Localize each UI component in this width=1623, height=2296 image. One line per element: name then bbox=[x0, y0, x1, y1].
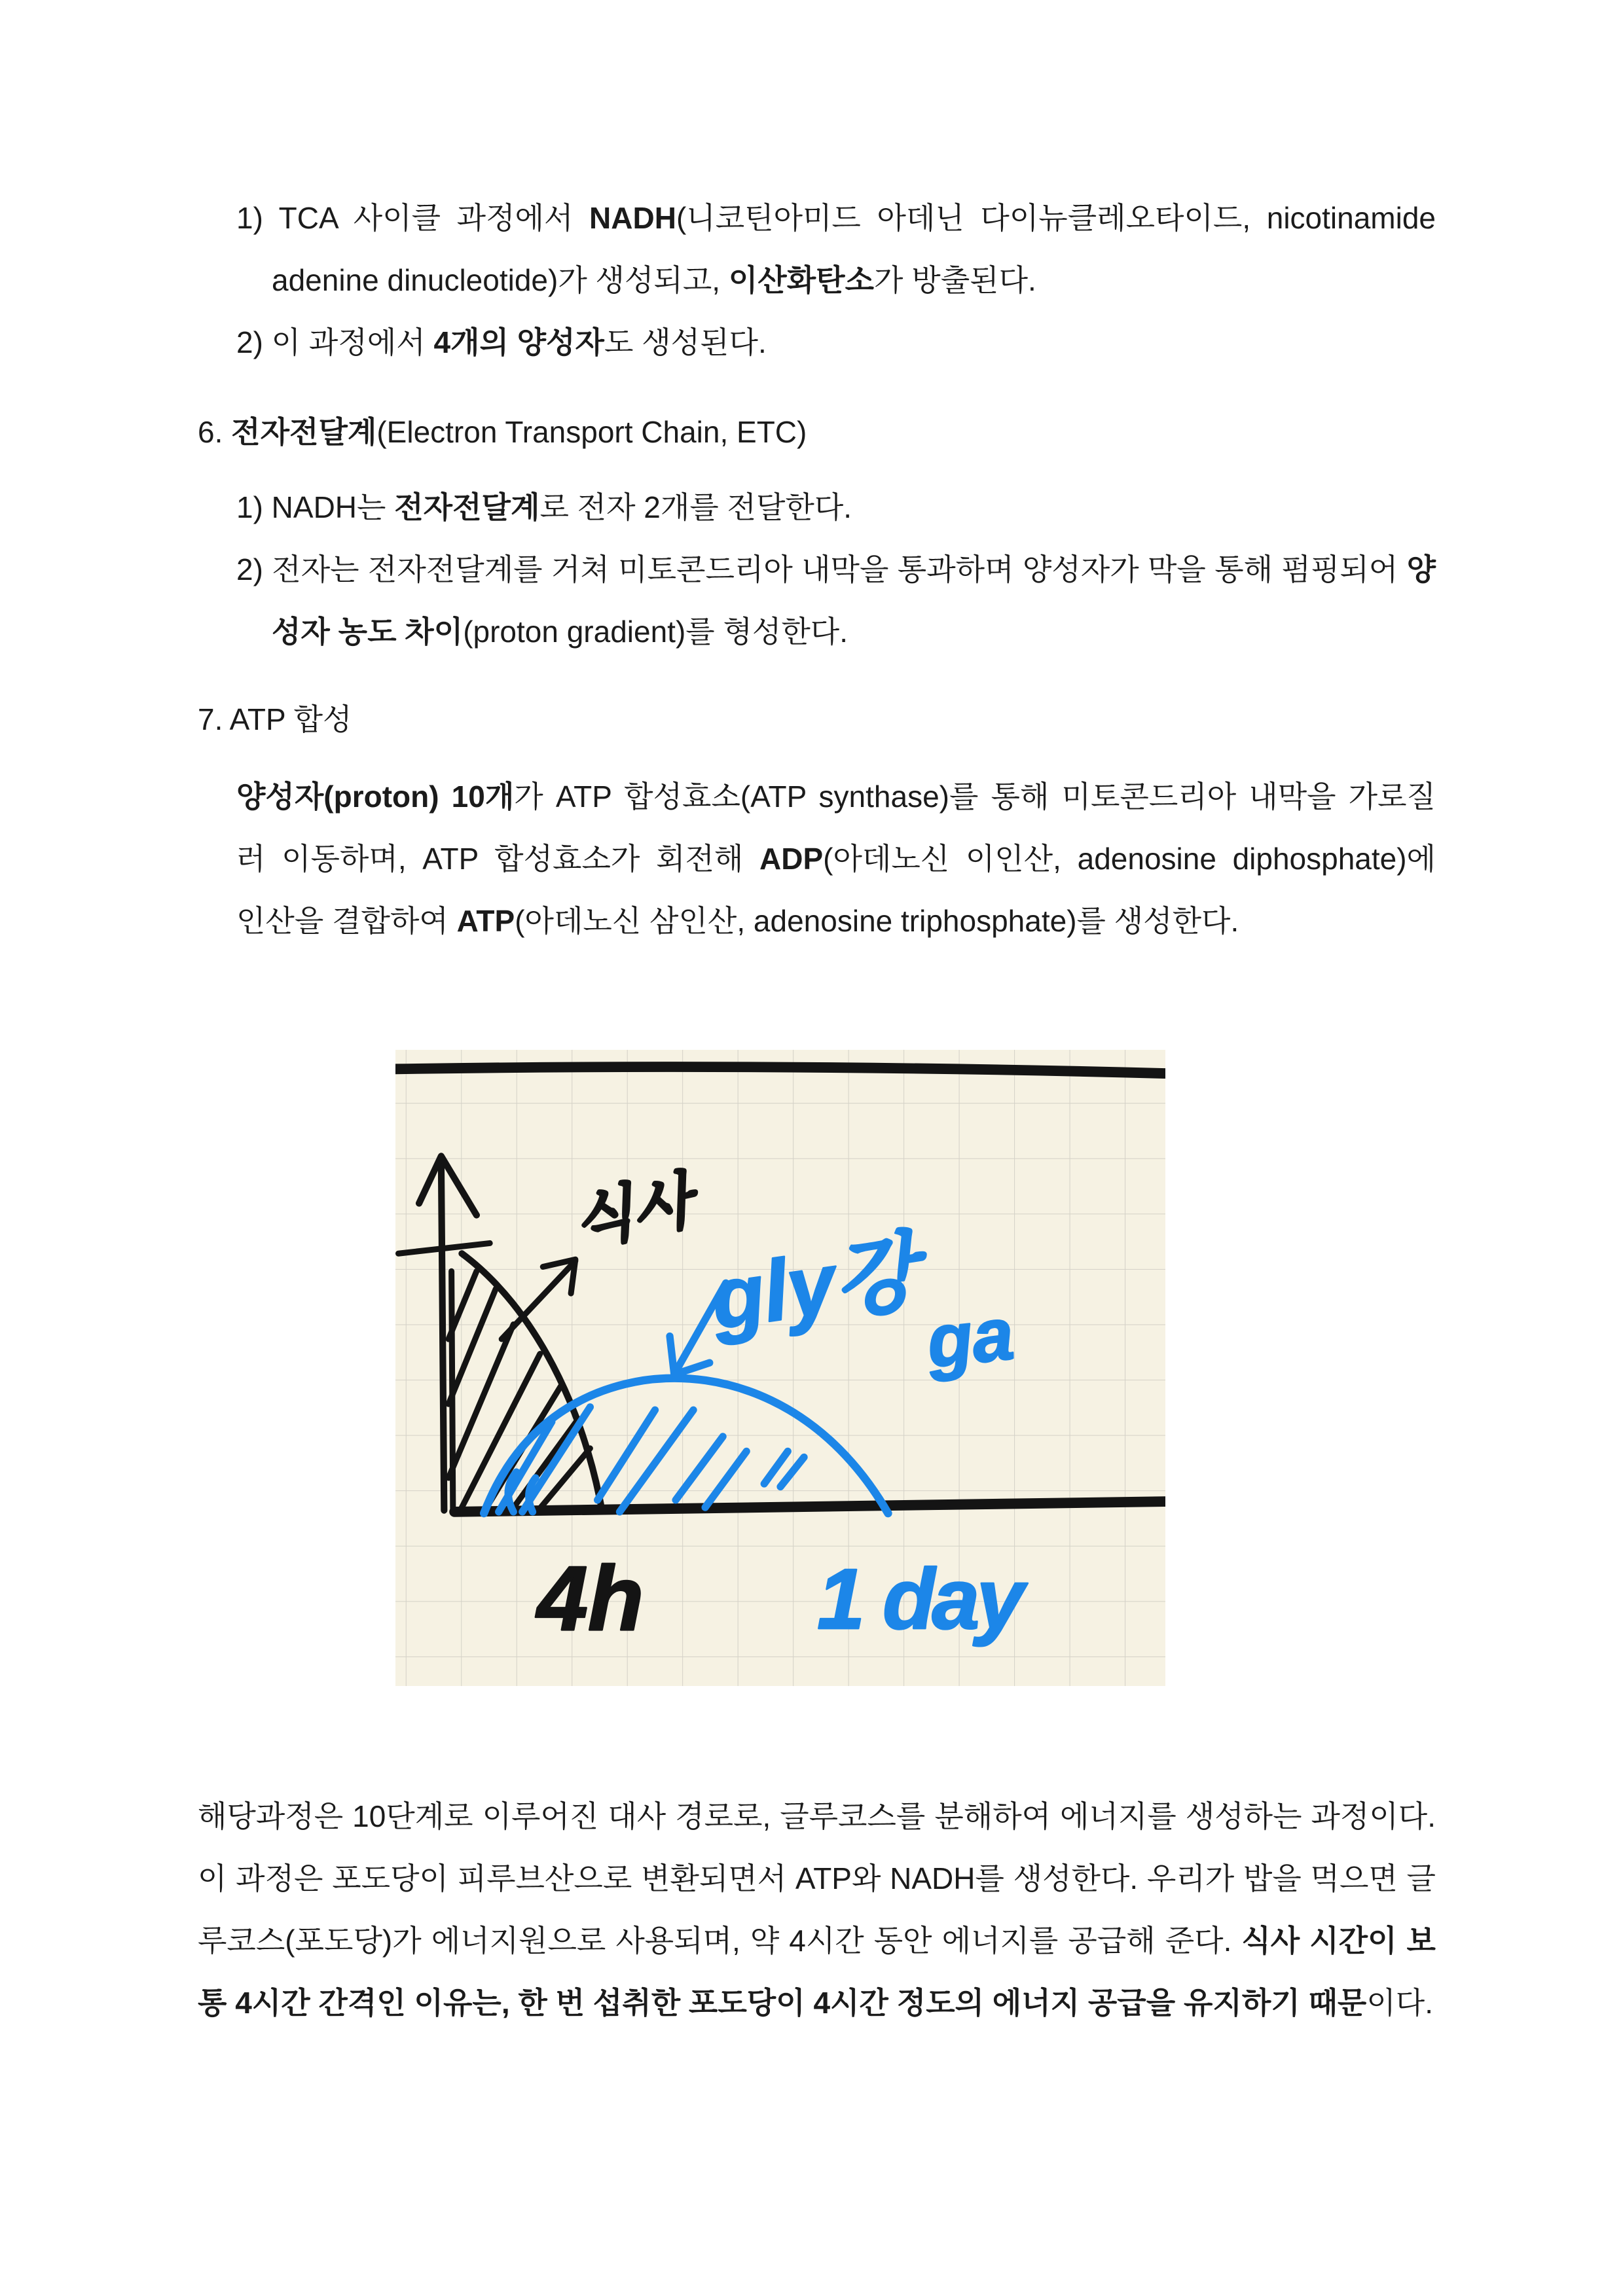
bold-text: 4개의 양성자 bbox=[433, 325, 604, 359]
text-run: (Electron Transport Chain, ETC) bbox=[376, 415, 807, 449]
paragraph-line bbox=[236, 766, 1436, 828]
text-run: (아데노신 이인산, adenosine diphosphate)에 bbox=[823, 842, 1436, 876]
list-item-line bbox=[236, 476, 1436, 539]
bold-text: 양성자(proton) 10개 bbox=[236, 780, 515, 814]
text-run: 7. ATP 합성 bbox=[198, 702, 352, 736]
text-run: 로 전자 2개를 전달한다. bbox=[539, 490, 852, 524]
paragraph-line bbox=[236, 890, 1436, 952]
bold-text: 전자전달계 bbox=[231, 415, 377, 449]
list-item-line bbox=[236, 187, 1436, 249]
text-run: (니코틴아미드 아데닌 다이뉴클레오타이드, nicotinamide bbox=[676, 201, 1436, 235]
text-run: (아데노신 삼인산, adenosine triphosphate)를 생성한다. bbox=[515, 904, 1239, 938]
glycogen-label-suffix: ga bbox=[922, 1291, 1017, 1383]
meal-label: 식사 bbox=[566, 1165, 699, 1259]
paragraph-line bbox=[198, 1910, 1436, 1972]
grid-lines bbox=[395, 1050, 1165, 1686]
bold-text: 전자전달계 bbox=[394, 490, 540, 524]
heading-line bbox=[198, 689, 1436, 751]
bold-text: 성자 농도 차이 bbox=[272, 615, 464, 649]
section-7-paragraph bbox=[236, 766, 1436, 952]
section-7-heading bbox=[198, 689, 1436, 751]
text-run: 루코스(포도당)가 에너지원으로 사용되며, 약 4시간 동안 에너지를 공급해 준다. bbox=[198, 1924, 1242, 1958]
bold-text: NADH bbox=[589, 201, 676, 235]
bold-text: 식사 시간이 보 bbox=[1241, 1924, 1436, 1958]
paragraph-line bbox=[198, 1972, 1436, 2034]
bold-text: 이산화탄소 bbox=[728, 263, 875, 297]
glycogen-label: gly강 bbox=[705, 1223, 923, 1347]
sketch-canvas bbox=[395, 1050, 1165, 1686]
text-run: 가 ATP 합성효소(ATP synthase)를 통해 미토콘드리아 내막을 가로질 bbox=[514, 780, 1436, 814]
one-day-label: 1 day bbox=[817, 1551, 1021, 1647]
text-run: (proton gradient)를 형성한다. bbox=[463, 615, 848, 649]
list-item-line bbox=[236, 249, 1436, 312]
text-run: 1) TCA 사이클 과정에서 bbox=[236, 201, 590, 235]
paragraph-line bbox=[198, 1785, 1436, 1848]
text-run: 도 생성된다. bbox=[604, 325, 767, 359]
text-run: 2) 이 과정에서 bbox=[236, 325, 434, 359]
text-run: 1) NADH는 bbox=[236, 490, 395, 524]
text-run: 러 이동하며, ATP 합성효소가 회전해 bbox=[236, 842, 759, 876]
text-run: 해당과정은 10단계로 이루어진 대사 경로로, 글루코스를 분해하여 에너지를 생성하는 과정이다. bbox=[198, 1799, 1436, 1833]
section-6-list bbox=[236, 476, 1436, 663]
bold-text: ADP bbox=[759, 842, 824, 876]
section-5-list bbox=[236, 187, 1436, 374]
four-hours-label: 4h bbox=[537, 1547, 644, 1650]
text-run: 가 방출된다. bbox=[874, 263, 1036, 297]
bold-text: ATP bbox=[456, 904, 515, 938]
hand-drawn-sketch bbox=[395, 1050, 1165, 1686]
paragraph-line bbox=[198, 1848, 1436, 1910]
section-6-heading bbox=[198, 401, 1436, 463]
text-run: 6. bbox=[198, 415, 232, 449]
heading-line bbox=[198, 401, 1436, 463]
bold-text: 통 4시간 간격인 이유는, 한 번 섭취한 포도당이 4시간 정도의 에너지 공급을 유지하기 때문 bbox=[198, 1986, 1367, 2020]
list-item-line bbox=[236, 539, 1436, 601]
text-run: 인산을 결합하여 bbox=[236, 904, 457, 938]
paragraph-line bbox=[236, 828, 1436, 890]
glycolysis-paragraph bbox=[198, 1785, 1436, 2034]
text-run: 이다. bbox=[1366, 1986, 1434, 2020]
text-run: 2) 전자는 전자전달계를 거쳐 미토콘드리아 내막을 통과하며 양성자가 막을 통해 펌핑되어 bbox=[236, 552, 1407, 586]
y-axis-arrow-shaft bbox=[441, 1159, 445, 1511]
list-item-line bbox=[236, 312, 1436, 374]
bold-text: 양 bbox=[1406, 552, 1436, 586]
text-run: 이 과정은 포도당이 피루브산으로 변환되면서 ATP와 NADH를 생성한다. 우리가 밥을 먹으면 글 bbox=[198, 1861, 1436, 1895]
list-item-line bbox=[236, 601, 1436, 663]
text-run: adenine dinucleotide)가 생성되고, bbox=[272, 263, 729, 297]
